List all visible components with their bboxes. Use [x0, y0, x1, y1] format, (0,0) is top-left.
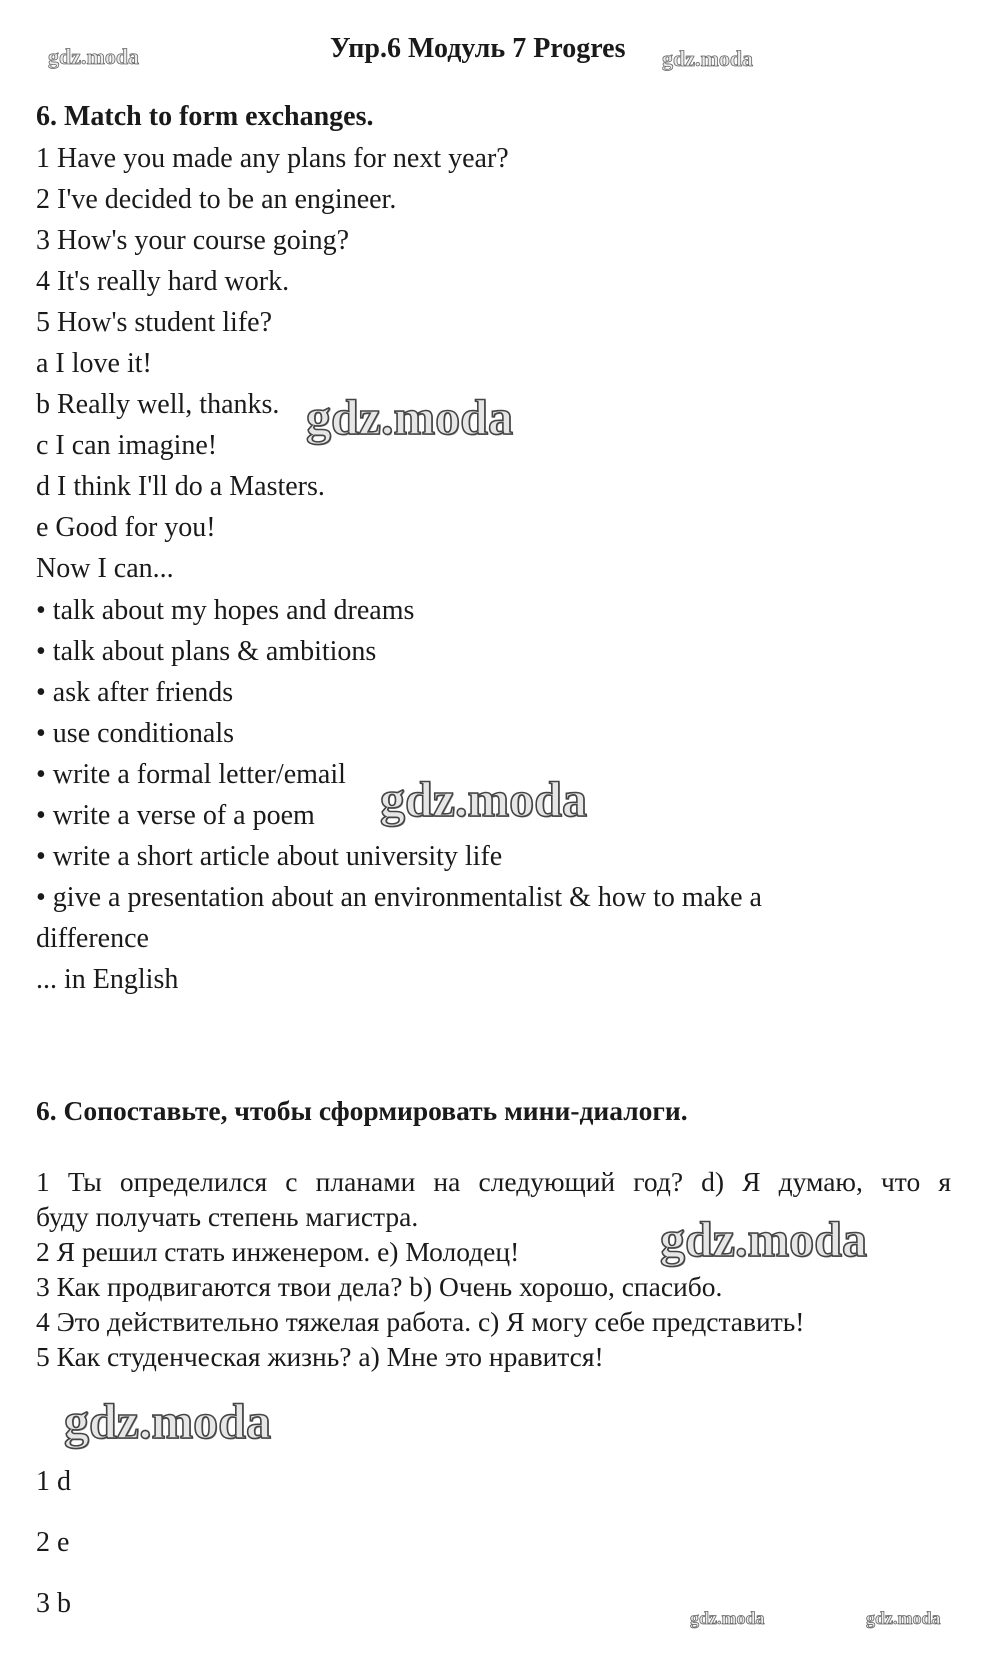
russian-answer-line: 4 Это действительно тяжелая работа. c) Я могу себе представить!	[36, 1306, 805, 1337]
watermark: gdz.moda	[380, 771, 587, 827]
skill-item: • give a presentation about an environmentalist & how to make a	[36, 882, 762, 913]
now-i-can-heading: Now I can...	[36, 553, 174, 584]
skill-item-continuation: difference	[36, 923, 149, 954]
russian-answer-line: 2 Я решил стать инженером. e) Молодец!	[36, 1236, 520, 1267]
watermark: gdz.moda	[662, 46, 754, 71]
skill-item: • talk about plans & ambitions	[36, 636, 377, 667]
exercise-title: 6. Match to form exchanges.	[36, 101, 374, 132]
answer-key-item: 2 e	[36, 1527, 70, 1558]
question-line: 1 Have you made any plans for next year?	[36, 143, 509, 174]
watermark: gdz.moda	[64, 1393, 271, 1449]
skill-item: • write a short article about university life	[36, 841, 503, 872]
russian-exercise-title: 6. Сопоставьте, чтобы сформировать мини-диалоги.	[36, 1095, 688, 1126]
skill-item: • use conditionals	[36, 718, 234, 749]
watermark: gdz.moda	[690, 1608, 765, 1628]
skill-item: • write a formal letter/email	[36, 759, 346, 790]
russian-answer-line: 3 Как продвигаются твои дела? b) Очень хорошо, спасибо.	[36, 1271, 723, 1302]
answer-line: d I think I'll do a Masters.	[36, 471, 325, 502]
watermark: gdz.moda	[866, 1608, 941, 1628]
russian-answer-line: буду получать степень магистра.	[36, 1201, 419, 1232]
question-line: 2 I've decided to be an engineer.	[36, 184, 397, 215]
question-line: 4 It's really hard work.	[36, 266, 290, 297]
question-line: 5 How's student life?	[36, 307, 273, 338]
page-title: Упр.6 Модуль 7 Progres	[330, 33, 626, 64]
skill-item: • write a verse of a poem	[36, 800, 315, 831]
watermark: gdz.moda	[660, 1211, 867, 1267]
watermark: gdz.moda	[306, 389, 513, 445]
answer-key-item: 1 d	[36, 1466, 71, 1497]
question-line: 3 How's your course going?	[36, 225, 349, 256]
answer-line: b Really well, thanks.	[36, 389, 280, 420]
skill-item: • talk about my hopes and dreams	[36, 595, 415, 626]
answer-line: a I love it!	[36, 348, 152, 379]
answer-line: c I can imagine!	[36, 430, 218, 461]
russian-answer-line: 5 Как студенческая жизнь? a) Мне это нравится!	[36, 1341, 604, 1372]
watermark: gdz.moda	[48, 44, 140, 69]
answer-key-item: 3 b	[36, 1588, 71, 1619]
answer-line: e Good for you!	[36, 512, 216, 543]
skill-item: • ask after friends	[36, 677, 234, 708]
in-english-line: ... in English	[36, 964, 179, 995]
russian-answer-line: 1 Ты определился с планами на следующий год? d) Я думаю, что я	[36, 1166, 951, 1197]
